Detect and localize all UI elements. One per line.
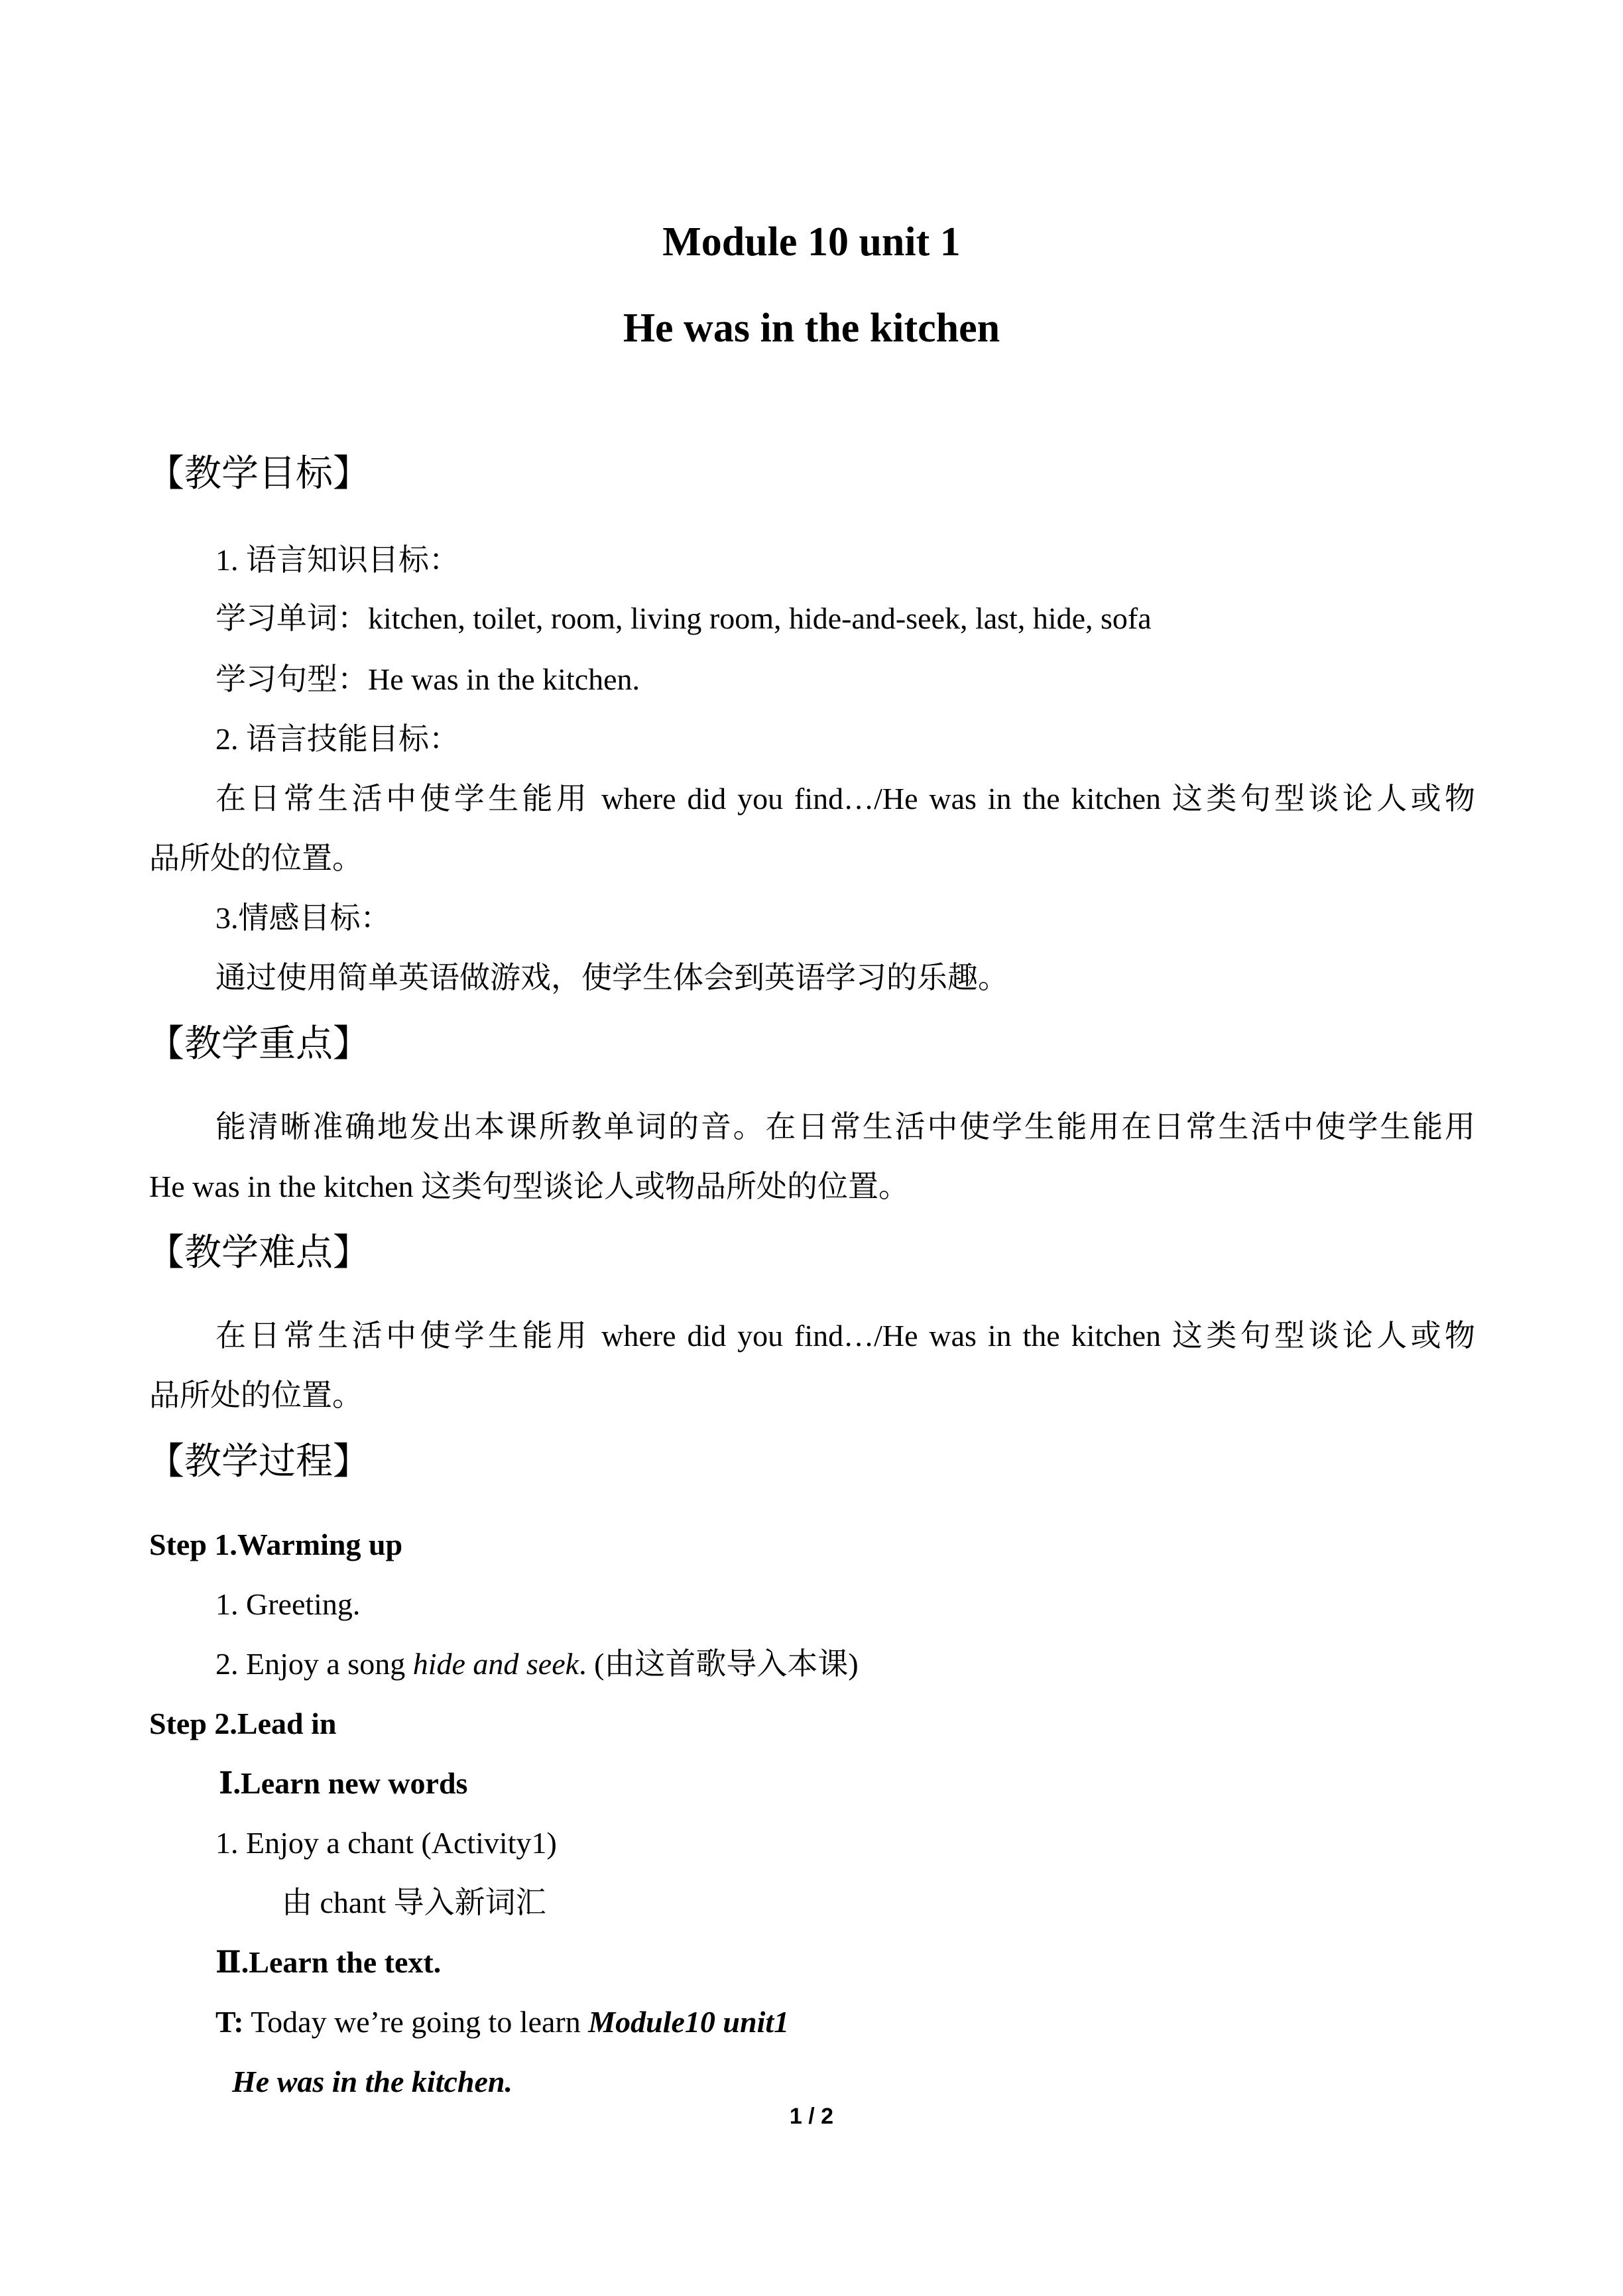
sentence-pattern: 学习句型：He was in the kitchen. — [215, 662, 640, 696]
skill-objective-text: 在日常生活中使学生能用 where did you find…/He was in the kitchen 这类句型谈论人或物 — [215, 782, 1475, 816]
emotion-objective-text: 通过使用简单英语做游戏，使学生体会到英语学习的乐趣。 — [215, 961, 1008, 995]
document-subtitle: He was in the kitchen — [623, 306, 1000, 351]
step1-title: Step 1.Warming up — [149, 1528, 403, 1561]
difficulties-text-cont: 品所处的位置。 — [149, 1378, 363, 1412]
skill-objective-text-cont: 品所处的位置。 — [149, 841, 363, 875]
part2-title: Ⅱ.Learn the text. — [215, 1945, 442, 1979]
key-points-text-cont: He was in the kitchen 这类句型谈论人或物品所处的位置。 — [149, 1170, 910, 1203]
page-number: 1 / 2 — [789, 2104, 834, 2129]
key-points-text: 能清晰准确地发出本课所教单词的音。在日常生活中使学生能用在日常生活中使学生能用 — [215, 1110, 1475, 1144]
section-heading-difficulties: 【教学难点】 — [147, 1233, 370, 1274]
difficulties-text: 在日常生活中使学生能用 where did you find…/He was in the kitchen 这类句型谈论人或物 — [215, 1319, 1475, 1353]
teacher-text: Today we’re going to learn — [243, 2005, 589, 2039]
section-heading-objectives: 【教学目标】 — [147, 453, 370, 495]
teacher-line — [215, 2002, 789, 2042]
lesson-title: He was in the kitchen. — [232, 2065, 512, 2098]
emotion-objective-label: 3.情感目标： — [215, 901, 391, 935]
step2-title: Step 2.Lead in — [149, 1707, 337, 1740]
part1-title: Ⅰ.Learn new words — [219, 1766, 468, 1800]
step1-item-song — [215, 1644, 859, 1684]
section-heading-process: 【教学过程】 — [147, 1441, 370, 1482]
vocabulary-list: 学习单词：kitchen, toilet, room, living room, hide-and-seek, last, hide, sofa — [215, 601, 1152, 635]
section-heading-key-points: 【教学重点】 — [147, 1024, 370, 1065]
skill-objective-label: 2. 语言技能目标： — [215, 722, 459, 756]
part1-item-chant: 1. Enjoy a chant (Activity1) — [215, 1826, 557, 1860]
document-title: Module 10 unit 1 — [662, 219, 961, 265]
knowledge-objective-label: 1. 语言知识目标： — [215, 543, 459, 577]
step1-item-greeting: 1. Greeting. — [215, 1587, 361, 1621]
part1-note: 由 chant 导入新词汇 — [282, 1886, 546, 1919]
song-title: hide and seek — [412, 1647, 579, 1681]
teacher-label: T: — [215, 2005, 244, 2039]
song-suffix: . (由这首歌导入本课) — [579, 1647, 859, 1681]
song-prefix: 2. Enjoy a song — [215, 1647, 413, 1681]
teacher-module: Module10 unit1 — [588, 2005, 790, 2039]
